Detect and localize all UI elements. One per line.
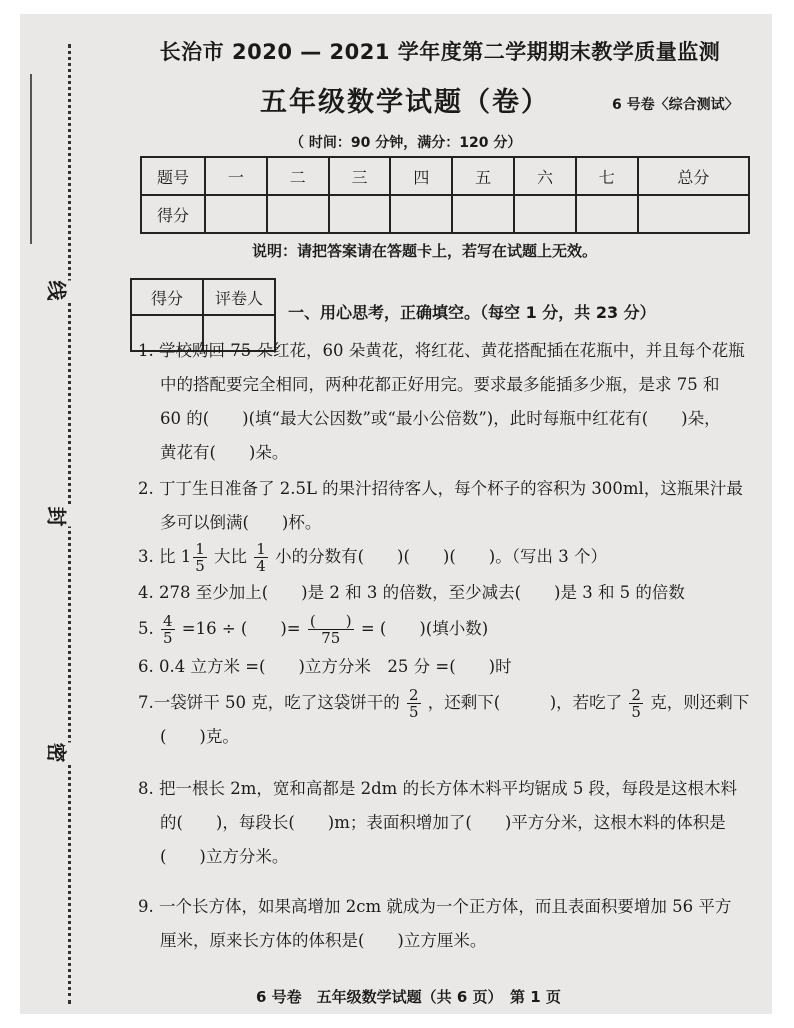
score-empty-cell bbox=[452, 195, 514, 233]
fraction-denominator: 75 bbox=[321, 629, 341, 647]
fraction-denominator: 5 bbox=[631, 703, 641, 721]
fraction-numerator: 1 bbox=[256, 540, 266, 558]
fraction-numerator: 2 bbox=[631, 686, 641, 704]
question-9 bbox=[138, 890, 731, 958]
score-cell: 六 bbox=[514, 157, 576, 195]
q9-line2: 厘米，原来长方体的体积是( )立方厘米。 bbox=[160, 931, 487, 950]
score-cell: 一 bbox=[205, 157, 267, 195]
fraction-numerator: 2 bbox=[408, 686, 419, 704]
q7-text-c: 克，则还剩下 bbox=[650, 693, 750, 712]
question-3 bbox=[138, 540, 607, 574]
grader-score-header: 得分 bbox=[131, 279, 203, 315]
question-7 bbox=[138, 686, 749, 754]
fraction-denominator: 5 bbox=[195, 556, 205, 575]
score-empty-cell bbox=[576, 195, 638, 233]
edition-label: 6 号卷〈综合测试〉 bbox=[612, 97, 739, 113]
exam-title-line2: 五年级数学试题（卷） bbox=[260, 87, 550, 118]
q1-line4: 黄花有( )朵。 bbox=[160, 443, 289, 462]
q3-whole: 1 bbox=[180, 547, 192, 566]
edge-strokes bbox=[30, 74, 62, 244]
grader-name-header: 评卷人 bbox=[203, 279, 275, 315]
question-8 bbox=[138, 772, 737, 874]
score-cell: 题号 bbox=[141, 157, 205, 195]
question-2 bbox=[138, 472, 743, 540]
margin-label-line: 线 bbox=[42, 281, 75, 301]
q8-line2: 的( )，每段长( )m；表面积增加了( )平方分米，这根木料的体积是 bbox=[160, 813, 726, 832]
q2-line1: 2. 丁丁生日准备了 2.5L 的果汁招待客人，每个杯子的容积为 300ml，这瓶果汁最 bbox=[138, 479, 743, 498]
score-empty-cell bbox=[329, 195, 391, 233]
q5-text-b: =16 ÷ ( )= bbox=[181, 619, 301, 638]
fraction-denominator: 5 bbox=[408, 703, 419, 721]
score-cell: 二 bbox=[267, 157, 329, 195]
question-4: 4. 278 至少加上( )是 2 和 3 的倍数，至少减去( )是 3 和 5 的倍数 bbox=[138, 583, 685, 602]
q3-fraction-1 bbox=[193, 541, 207, 574]
q8-line1: 8. 把一根长 2m，宽和高都是 2dm 的长方体木料平均锯成 5 段，每段是这根木料 bbox=[138, 779, 738, 798]
q7-fraction-1 bbox=[407, 687, 421, 720]
score-table bbox=[140, 156, 750, 234]
score-cell: 三 bbox=[329, 157, 391, 195]
q9-line1: 9. 一个长方体，如果高增加 2cm 就成为一个正方体，而且表面积要增加 56 平方 bbox=[138, 897, 732, 916]
score-cell: 七 bbox=[576, 157, 638, 195]
score-empty-cell bbox=[390, 195, 452, 233]
q7-text-a: 7.一袋饼干 50 克，吃了这袋饼干的 bbox=[138, 693, 400, 712]
q3-fraction-2 bbox=[254, 541, 268, 574]
q3-text-c: 小的分数有( )( )( )。（写出 3 个） bbox=[275, 547, 607, 566]
question-6: 6. 0.4 立方米 =( )立方分米 25 分 =( )时 bbox=[138, 657, 512, 676]
exam-title-line1: 长治市 2020 — 2021 学年度第二学期期末教学质量监测 bbox=[159, 40, 721, 64]
q1-line1: 1. 学校购回 75 朵红花，60 朵黄花，将红花、黄花搭配插在花瓶中，并且每个花瓶 bbox=[138, 341, 745, 360]
question-5 bbox=[138, 612, 488, 646]
q7-text-b: ，还剩下( )，若吃了 bbox=[427, 693, 623, 712]
section-title: 一、用心思考，正确填空。（每空 1 分，共 23 分） bbox=[288, 303, 656, 322]
q5-fraction-2 bbox=[308, 613, 354, 646]
time-info: （ 时间：90 分钟，满分：120 分） bbox=[290, 135, 522, 151]
page-footer: 6 号卷 五年级数学试题（共 6 页） 第 1 页 bbox=[256, 988, 561, 1006]
score-row-label: 得分 bbox=[141, 195, 205, 233]
q1-line2: 中的搭配要完全相同，两种花都正好用完。要求最多能插多少瓶，是求 75 和 bbox=[160, 375, 720, 394]
score-cell: 总分 bbox=[638, 157, 749, 195]
exam-paper bbox=[20, 14, 772, 1014]
q3-text-b: 大比 bbox=[214, 547, 248, 566]
q5-text-a: 5. bbox=[138, 619, 154, 638]
fraction-denominator: 4 bbox=[256, 557, 266, 575]
q7-line2: ( )克。 bbox=[160, 727, 239, 746]
score-table-header-row bbox=[141, 157, 749, 195]
q2-line2: 多可以倒满( )杯。 bbox=[160, 513, 322, 532]
fraction-denominator: 5 bbox=[163, 629, 173, 647]
q8-line3: ( )立方分米。 bbox=[160, 847, 289, 866]
score-empty-cell bbox=[514, 195, 576, 233]
score-cell: 四 bbox=[390, 157, 452, 195]
instruction-note: 说明：请把答案请在答题卡上，若写在试题上无效。 bbox=[252, 242, 598, 260]
q7-fraction-2 bbox=[629, 687, 643, 720]
margin-label-secret: 密 bbox=[42, 743, 75, 763]
score-empty-cell bbox=[205, 195, 267, 233]
fraction-numerator: ( ) bbox=[309, 612, 352, 630]
question-1 bbox=[138, 334, 745, 470]
fraction-numerator: 4 bbox=[163, 612, 173, 630]
score-empty-cell bbox=[267, 195, 329, 233]
q5-fraction-1 bbox=[161, 613, 175, 646]
q5-text-c: = ( )(填小数) bbox=[360, 619, 489, 638]
score-table-score-row bbox=[141, 195, 749, 233]
margin-label-seal: 封 bbox=[42, 507, 75, 527]
q3-text-a: 3. 比 bbox=[138, 547, 176, 566]
score-empty-cell bbox=[638, 195, 749, 233]
q1-line3: 60 的( )(填“最大公因数”或“最小公倍数”)，此时每瓶中红花有( )朵， bbox=[160, 409, 721, 428]
fraction-numerator: 1 bbox=[195, 539, 205, 558]
score-cell: 五 bbox=[452, 157, 514, 195]
q3-mixed-number bbox=[181, 540, 209, 574]
